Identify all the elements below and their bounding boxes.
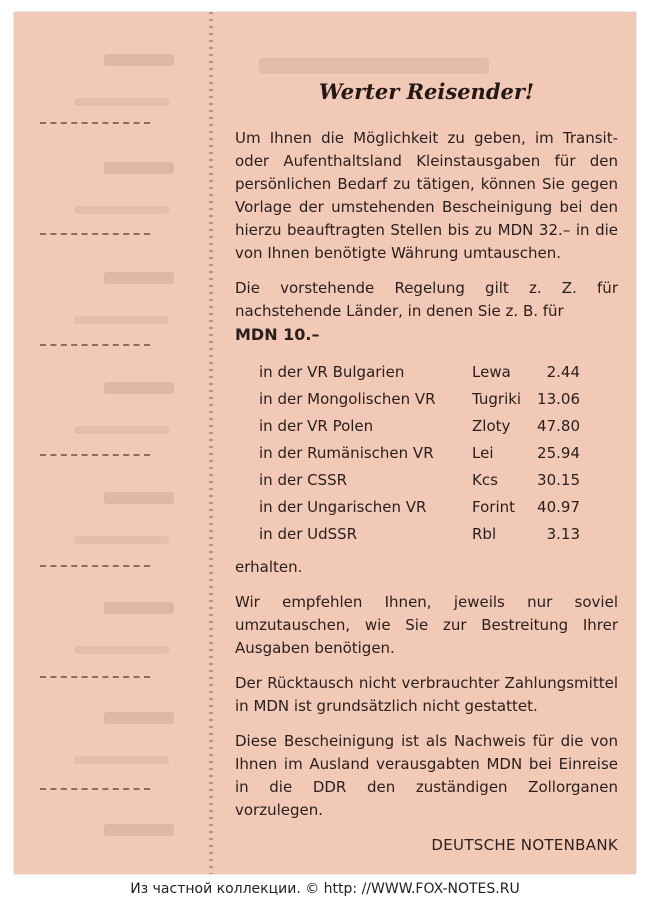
rate-cell: 3.13	[546, 525, 580, 543]
issuer-signature: DEUTSCHE NOTENBANK	[431, 836, 618, 854]
example-amount: MDN 10.–	[235, 325, 320, 344]
stub-faint-print	[74, 646, 169, 654]
notice-text	[235, 80, 618, 857]
rule-paragraph	[235, 277, 618, 347]
reexchange-paragraph: Der Rücktausch nicht verbrauchter Zahlungsmittel in MDN ist grundsätzlich nicht gestattet.	[235, 674, 618, 715]
perforation-line	[209, 12, 213, 874]
currency-cell: Lewa	[472, 363, 511, 381]
stub-cut-line	[40, 122, 150, 124]
table-row	[259, 386, 580, 413]
notice-title: Werter Reisender!	[318, 79, 535, 104]
country-cell: in der Ungarischen VR	[259, 498, 427, 516]
rule-text: Die vorstehende Regelung gilt z. Z. für nachstehende Länder, in denen Sie z. B. für	[235, 279, 618, 320]
stub-faint-print	[74, 426, 169, 434]
stub-faint-print	[104, 492, 174, 504]
table-row	[259, 440, 580, 467]
country-cell: in der Rumänischen VR	[259, 444, 434, 462]
currency-cell: Rbl	[472, 525, 497, 543]
stub-faint-print	[104, 712, 174, 724]
stub-faint-print	[104, 382, 174, 394]
table-row	[259, 494, 580, 521]
stub-faint-print	[104, 824, 174, 836]
stub-cut-line	[40, 233, 150, 235]
received-text: erhalten.	[235, 558, 303, 576]
stub-faint-print	[74, 536, 169, 544]
stub-faint-print	[104, 162, 174, 174]
stub-cut-line	[40, 565, 150, 567]
exchange-rates-table	[259, 359, 580, 548]
stub-faint-print	[104, 272, 174, 284]
currency-cell: Kcs	[472, 471, 498, 489]
country-cell: in der VR Polen	[259, 417, 374, 435]
stub-faint-print	[74, 98, 169, 106]
country-cell: in der Mongolischen VR	[259, 390, 436, 408]
advice-paragraph: Wir empfehlen Ihnen, jeweils nur soviel umzutauschen, wie Sie zur Bestreitung Ihrer Ausgaben benötigen.	[235, 593, 618, 657]
country-cell: in der UdSSR	[259, 525, 358, 543]
currency-cell: Lei	[472, 444, 494, 462]
stub-cut-line	[40, 454, 150, 456]
rate-cell: 25.94	[537, 444, 580, 462]
intro-paragraph: Um Ihnen die Möglichkeit zu geben, im Transit- oder Aufenthaltsland Kleinstausgaben für den persönlichen Bedarf zu tätigen, können Sie gegen Vorlage der umstehenden Bescheinigung bei den hierzu beauftragten Stellen bis zu MDN 32.– in die von Ihnen benötigte Währung umtauschen.	[235, 129, 618, 262]
country-cell: in der VR Bulgarien	[259, 363, 405, 381]
stub-faint-print	[74, 206, 169, 214]
country-cell: in der CSSR	[259, 471, 348, 489]
stub-cut-line	[40, 676, 150, 678]
stub-cut-line	[40, 344, 150, 346]
stub-cut-line	[40, 788, 150, 790]
rate-cell: 13.06	[537, 390, 580, 408]
rate-cell: 2.44	[546, 363, 580, 381]
bleed-through-header	[259, 58, 489, 74]
stub-faint-print	[74, 316, 169, 324]
currency-cell: Zloty	[472, 417, 511, 435]
stub-faint-print	[104, 54, 174, 66]
table-row	[259, 521, 580, 548]
proof-paragraph: Diese Bescheinigung ist als Nachweis für die von Ihnen im Ausland verausgabten MDN bei Einreise in die DDR den zuständigen Zollorganen vorzulegen.	[235, 732, 618, 819]
rate-cell: 47.80	[537, 417, 580, 435]
currency-cell: Forint	[472, 498, 515, 516]
table-row	[259, 359, 580, 386]
rate-cell: 30.15	[537, 471, 580, 489]
table-row	[259, 413, 580, 440]
collection-caption: Из частной коллекции. © http: //WWW.FOX-NOTES.RU	[130, 881, 520, 897]
stub-faint-print	[104, 602, 174, 614]
rate-cell: 40.97	[537, 498, 580, 516]
stub-faint-print	[74, 756, 169, 764]
table-row	[259, 467, 580, 494]
currency-cell: Tugriki	[472, 390, 522, 408]
